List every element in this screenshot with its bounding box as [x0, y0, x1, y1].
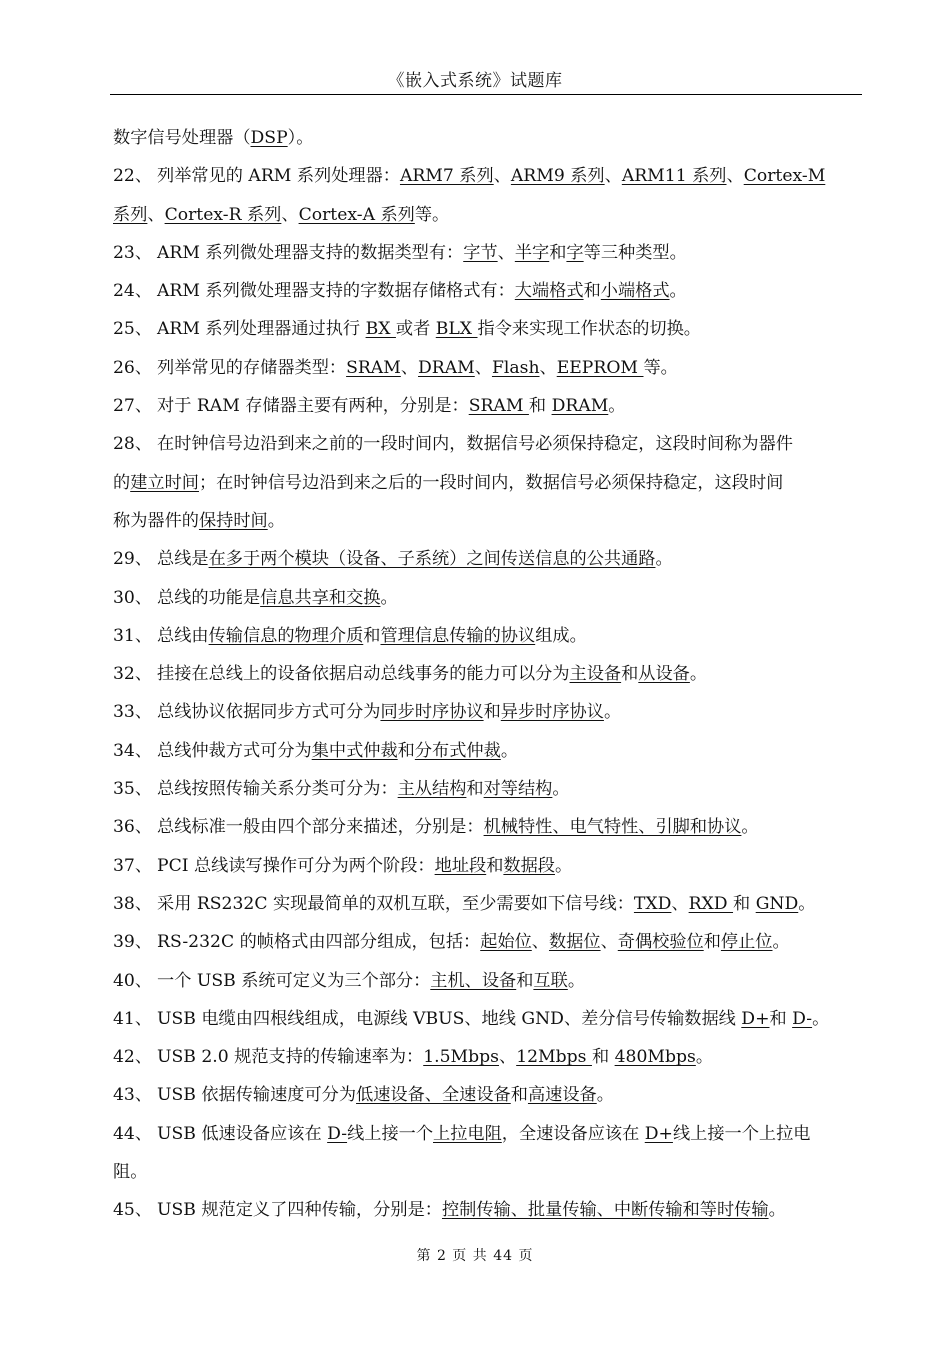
- question-text: 、: [498, 1047, 517, 1068]
- question-text: 、: [474, 357, 492, 378]
- answer-blank: 奇偶校验位: [617, 932, 704, 953]
- question-text: 、: [497, 242, 515, 263]
- question-number: 40、: [113, 970, 153, 991]
- question-text: 、: [726, 166, 744, 187]
- question-text: 和: [591, 1047, 615, 1068]
- question-text: 。: [695, 1047, 714, 1068]
- question-number: 42、: [113, 1047, 153, 1068]
- question-number: 33、: [113, 702, 153, 723]
- question-text: 。: [554, 855, 573, 876]
- question-number: 35、: [113, 779, 153, 800]
- question-text: 。: [741, 817, 759, 838]
- answer-blank: 上拉电阻: [433, 1123, 502, 1144]
- question-line: [113, 234, 861, 272]
- question-text: 、: [493, 166, 511, 187]
- question-text: 或者: [395, 319, 436, 340]
- question-number: 27、: [113, 396, 153, 417]
- answer-blank: 低速设备、全速设备: [356, 1085, 511, 1106]
- question-text: 一个 USB 系统可定义为三个部分：: [157, 970, 431, 991]
- answer-blank: BLX: [435, 319, 478, 340]
- question-text: 总线是: [157, 549, 209, 570]
- question-text: ARM 系列微处理器支持的数据类型有：: [157, 242, 464, 263]
- question-line: [113, 272, 861, 310]
- question-text: 。: [669, 281, 687, 302]
- question-text: 。: [500, 740, 519, 761]
- question-text: 。: [567, 970, 586, 991]
- header-divider: [110, 94, 862, 95]
- document-body: [113, 119, 861, 1230]
- page-header-title: 《嵌入式系统》试题库: [387, 71, 563, 91]
- question-text: 和: [397, 740, 415, 761]
- question-text: 和: [486, 855, 504, 876]
- question-text: USB 2.0 规范支持的传输速率为：: [157, 1047, 424, 1068]
- answer-blank: 停止位: [720, 932, 773, 953]
- answer-blank: 480Mbps: [614, 1047, 696, 1068]
- question-text: 和: [583, 281, 601, 302]
- answer-blank: BX: [365, 319, 396, 340]
- question-text: 组成。: [535, 625, 587, 646]
- question-continuation-line: [113, 1153, 861, 1191]
- answer-blank: D+: [644, 1123, 673, 1144]
- answer-blank: Cortex-R 系列: [164, 204, 282, 225]
- question-line: [113, 885, 861, 923]
- question-text: 。: [689, 664, 708, 685]
- question-text: 和: [483, 702, 501, 723]
- question-text: 总线由: [157, 625, 209, 646]
- question-number: 39、: [113, 932, 153, 953]
- answer-blank: 地址段: [434, 855, 487, 876]
- answer-blank: DRAM: [551, 396, 609, 417]
- question-text: 等。: [414, 204, 450, 225]
- question-text: 和: [733, 893, 756, 914]
- answer-blank: 半字: [514, 242, 550, 263]
- question-text: 等三种类型。: [583, 242, 687, 263]
- question-text: 、: [671, 893, 689, 914]
- question-line: [113, 1115, 861, 1153]
- answer-blank: SRAM: [468, 396, 529, 417]
- question-number: 23、: [113, 242, 153, 263]
- answer-blank: 字节: [463, 242, 498, 263]
- question-text: 线上接一个: [347, 1123, 434, 1144]
- question-text: 采用 RS232C 实现最简单的双机互联，至少需要如下信号线：: [157, 893, 634, 914]
- question-line: [113, 1000, 861, 1038]
- question-text: 、: [147, 204, 165, 225]
- question-line: [113, 387, 861, 425]
- question-text: 和: [363, 625, 381, 646]
- question-line: [113, 310, 861, 348]
- question-text: 、: [604, 166, 622, 187]
- question-line: [113, 770, 861, 808]
- question-line: [113, 540, 861, 578]
- question-text: 称为器件的: [113, 510, 199, 531]
- question-text: USB 电缆由四根线组成，电源线 VBUS、地线 GND、差分信号传输数据线: [157, 1008, 742, 1029]
- answer-blank: 对等结构: [483, 779, 553, 800]
- answer-blank: 异步时序协议: [500, 702, 604, 723]
- question-line: [113, 962, 861, 1000]
- question-text: 。: [768, 1200, 786, 1221]
- question-line: [113, 617, 861, 655]
- question-number: 38、: [113, 893, 153, 914]
- question-text: 。: [380, 587, 398, 608]
- question-text: 和: [769, 1008, 793, 1029]
- question-text: 总线的功能是: [157, 587, 261, 608]
- answer-blank: 机械特性、电气特性、引脚和协议: [483, 817, 742, 838]
- question-text: ；在时钟信号边沿到来之后的一段时间内，数据信号必须保持稳定，这段时间: [198, 472, 784, 493]
- question-text: 。: [603, 702, 622, 723]
- answer-blank: D-: [792, 1008, 813, 1029]
- answer-blank: Cortex-M: [743, 166, 826, 187]
- question-line: [113, 655, 861, 693]
- question-line: [113, 1191, 861, 1229]
- question-line: [113, 157, 861, 195]
- question-number: 34、: [113, 740, 153, 761]
- question-text: 。: [798, 893, 816, 914]
- answer-blank: 字: [566, 242, 584, 263]
- question-text: PCI 总线读写操作可分为两个阶段：: [157, 855, 435, 876]
- question-number: 25、: [113, 319, 153, 340]
- answer-blank: 小端格式: [600, 281, 670, 302]
- question-text: 线上接一个上拉电: [672, 1123, 811, 1144]
- answer-blank: 系列: [113, 204, 148, 225]
- question-text: 对于 RAM 存储器主要有两种，分别是：: [157, 396, 469, 417]
- question-text: 列举常见的存储器类型：: [157, 357, 347, 378]
- answer-blank: 分布式仲裁: [414, 740, 501, 761]
- question-text: RS-232C 的帧格式由四部分组成，包括：: [157, 932, 481, 953]
- question-text: ARM 系列处理器通过执行: [157, 319, 366, 340]
- question-line: [113, 1038, 861, 1076]
- question-text: 。: [552, 779, 570, 800]
- question-line: [113, 349, 861, 387]
- answer-blank: 信息共享和交换: [260, 587, 381, 608]
- question-text: 。: [655, 549, 673, 570]
- question-text: 和: [516, 970, 534, 991]
- question-number: 28、: [113, 434, 153, 455]
- answer-blank: SRAM: [346, 357, 401, 378]
- question-text: 总线协议依据同步方式可分为: [157, 702, 381, 723]
- answer-blank: EEPROM: [556, 357, 644, 378]
- question-number: 37、: [113, 855, 153, 876]
- page-footer: 第 2 页 共 44 页: [416, 1248, 534, 1264]
- question-text: 。: [596, 1085, 614, 1106]
- answer-blank: 传输信息的物理介质: [208, 625, 364, 646]
- answer-blank: 数据段: [503, 855, 555, 876]
- answer-blank: 集中式仲裁: [311, 740, 398, 761]
- question-text: USB 规范定义了四种传输，分别是：: [157, 1200, 442, 1221]
- answer-blank: D+: [741, 1008, 770, 1029]
- answer-blank: 起始位: [480, 932, 532, 953]
- question-line: [113, 425, 861, 463]
- question-text: 和: [621, 664, 639, 685]
- question-text: 数字信号处理器（: [113, 128, 251, 148]
- question-text: 。: [608, 396, 626, 417]
- question-text: ，全速设备应该在: [501, 1123, 645, 1144]
- question-text: USB 低速设备应该在: [157, 1123, 328, 1144]
- question-text: 和: [549, 242, 567, 263]
- question-text: 总线仲裁方式可分为: [157, 740, 312, 761]
- question-text: 、: [600, 932, 618, 953]
- question-line: [113, 1076, 861, 1114]
- question-text: 列举常见的 ARM 系列处理器：: [157, 166, 400, 187]
- answer-blank: 控制传输、批量传输、中断传输和等时传输: [441, 1200, 769, 1221]
- answer-blank: DSP: [250, 128, 288, 148]
- question-text: 。: [772, 932, 790, 953]
- question-number: 44、: [113, 1123, 153, 1144]
- answer-blank: 主设备: [569, 664, 622, 685]
- answer-blank: GND: [755, 893, 799, 914]
- question-text: 。: [812, 1008, 830, 1029]
- question-text: USB 依据传输速度可分为: [157, 1085, 357, 1106]
- answer-blank: 12Mbps: [516, 1047, 592, 1068]
- question-number: 29、: [113, 549, 153, 570]
- answer-blank: ARM9 系列: [510, 166, 605, 187]
- question-text: 、: [281, 204, 299, 225]
- answer-blank: Cortex-A 系列: [298, 204, 415, 225]
- question-continuation-line: [113, 464, 861, 502]
- answer-blank: 建立时间: [130, 472, 199, 493]
- question-text: 。: [267, 510, 285, 531]
- answer-blank: 大端格式: [514, 281, 584, 302]
- question-number: 24、: [113, 281, 153, 302]
- question-line: [113, 808, 861, 846]
- question-text: 、: [539, 357, 557, 378]
- question-number: 31、: [113, 625, 153, 646]
- answer-blank: 从设备: [638, 664, 690, 685]
- answer-blank: 高速设备: [527, 1085, 597, 1106]
- question-text: 在时钟信号边沿到来之前的一段时间内，数据信号必须保持稳定，这段时间称为器件: [157, 434, 793, 455]
- question-number: 26、: [113, 357, 153, 378]
- answer-blank: ARM11 系列: [621, 166, 727, 187]
- answer-blank: 互联: [533, 970, 568, 991]
- question-number: 43、: [113, 1085, 153, 1106]
- question-continuation-line: [113, 119, 861, 157]
- question-line: [113, 923, 861, 961]
- answer-blank: 同步时序协议: [380, 702, 484, 723]
- question-number: 45、: [113, 1200, 153, 1221]
- question-text: ARM 系列微处理器支持的字数据存储格式有：: [157, 281, 515, 302]
- question-text: 等。: [643, 357, 678, 378]
- question-continuation-line: [113, 502, 861, 540]
- question-text: 和: [510, 1085, 528, 1106]
- answer-blank: 管理信息传输的协议: [380, 625, 536, 646]
- question-text: 的: [113, 472, 131, 493]
- answer-blank: 数据位: [548, 932, 601, 953]
- question-text: 和: [528, 396, 552, 417]
- question-line: [113, 579, 861, 617]
- question-text: 、: [531, 932, 549, 953]
- question-number: 30、: [113, 587, 153, 608]
- answer-blank: RXD: [688, 893, 734, 914]
- question-text: 总线按照传输关系分类可分为：: [157, 779, 398, 800]
- answer-blank: D-: [327, 1123, 348, 1144]
- answer-blank: ARM7 系列: [399, 166, 494, 187]
- question-number: 22、: [113, 166, 153, 187]
- answer-blank: 在多于两个模块（设备、子系统）之间传送信息的公共通路: [208, 549, 656, 570]
- question-number: 41、: [113, 1008, 153, 1029]
- answer-blank: Flash: [491, 357, 540, 378]
- question-continuation-line: [113, 196, 861, 234]
- answer-blank: 保持时间: [198, 510, 268, 531]
- answer-blank: 主机、设备: [430, 970, 517, 991]
- question-line: [113, 847, 861, 885]
- answer-blank: 1.5Mbps: [423, 1047, 499, 1068]
- answer-blank: 主从结构: [397, 779, 467, 800]
- answer-blank: TXD: [633, 893, 672, 914]
- question-text: 指令来实现工作状态的切换。: [477, 319, 701, 340]
- question-number: 32、: [113, 664, 153, 685]
- answer-blank: DRAM: [418, 357, 475, 378]
- question-text: ）。: [287, 128, 314, 148]
- question-number: 36、: [113, 817, 153, 838]
- question-text: 和: [703, 932, 721, 953]
- question-text: 、: [400, 357, 419, 378]
- question-text: 挂接在总线上的设备依据启动总线事务的能力可以分为: [157, 664, 570, 685]
- question-text: 总线标准一般由四个部分来描述，分别是：: [157, 817, 484, 838]
- question-line: [113, 693, 861, 731]
- question-text: 阻。: [113, 1162, 148, 1183]
- question-text: 和: [466, 779, 484, 800]
- question-line: [113, 732, 861, 770]
